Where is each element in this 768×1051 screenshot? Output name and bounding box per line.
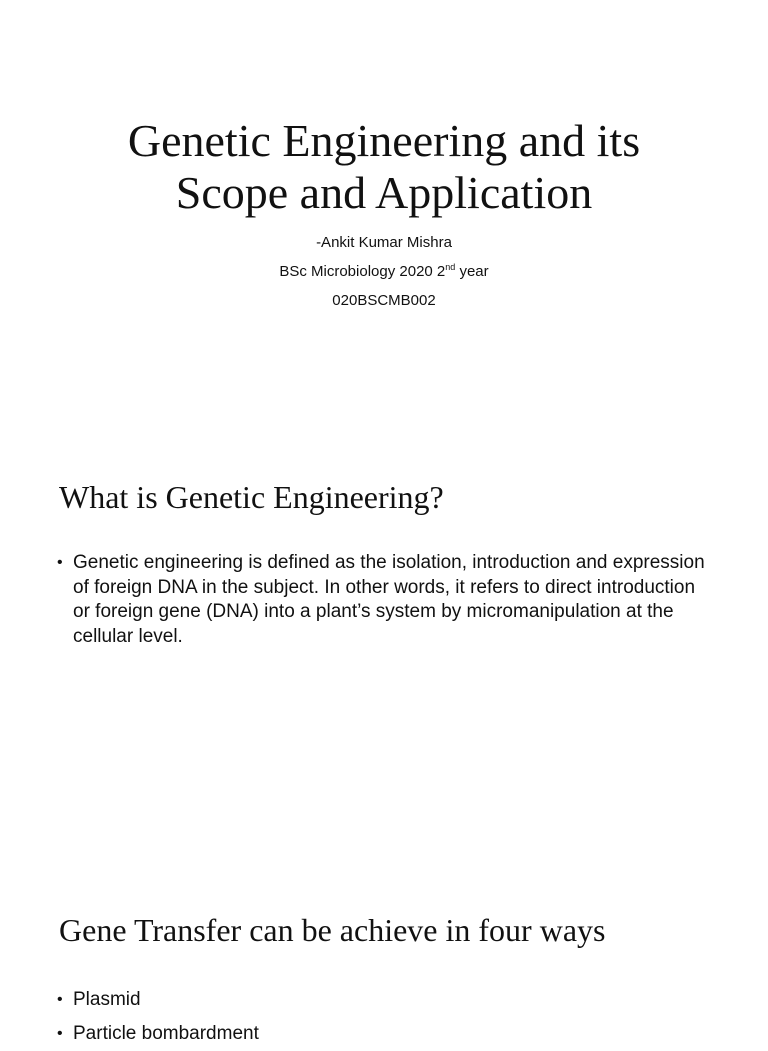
gene-transfer-slide	[0, 864, 768, 1044]
bullet-text: Particle bombardment	[73, 1023, 259, 1044]
subtitle-block	[40, 228, 728, 315]
bullet-item	[57, 1017, 717, 1051]
slide-title: Gene Transfer can be achieve in four ways	[59, 912, 606, 948]
bullet-list	[57, 983, 717, 1051]
course-year-text: year	[455, 263, 489, 280]
title-slide	[0, 0, 768, 432]
title-line-1: Genetic Engineering and its	[127, 115, 641, 166]
roll-number: 020BSCMB002	[332, 292, 436, 309]
bullet-icon: •	[57, 554, 63, 571]
ordinal-suffix: nd	[445, 262, 456, 272]
bullet-item	[57, 551, 717, 649]
course-text: BSc Microbiology 2020 2	[279, 263, 446, 280]
bullet-icon: •	[57, 1025, 63, 1042]
slide-title: What is Genetic Engineering?	[59, 479, 444, 515]
bullet-list	[57, 551, 717, 649]
bullet-item	[57, 983, 717, 1017]
presentation-title	[40, 115, 728, 219]
definition-slide	[0, 432, 768, 864]
author-name: -Ankit Kumar Mishra	[316, 234, 452, 251]
bullet-text: Plasmid	[73, 989, 141, 1010]
title-line-2: Scope and Application	[175, 167, 593, 218]
course-info	[40, 257, 728, 286]
bullet-text: Genetic engineering is defined as the isolation, introduction and expression of foreign DNA in the subject. In other words, it refers to direct introduction or foreign gene (DNA) into a plant’s system by micromanipulation at the cellular level.	[73, 552, 705, 647]
bullet-icon: •	[57, 991, 63, 1008]
